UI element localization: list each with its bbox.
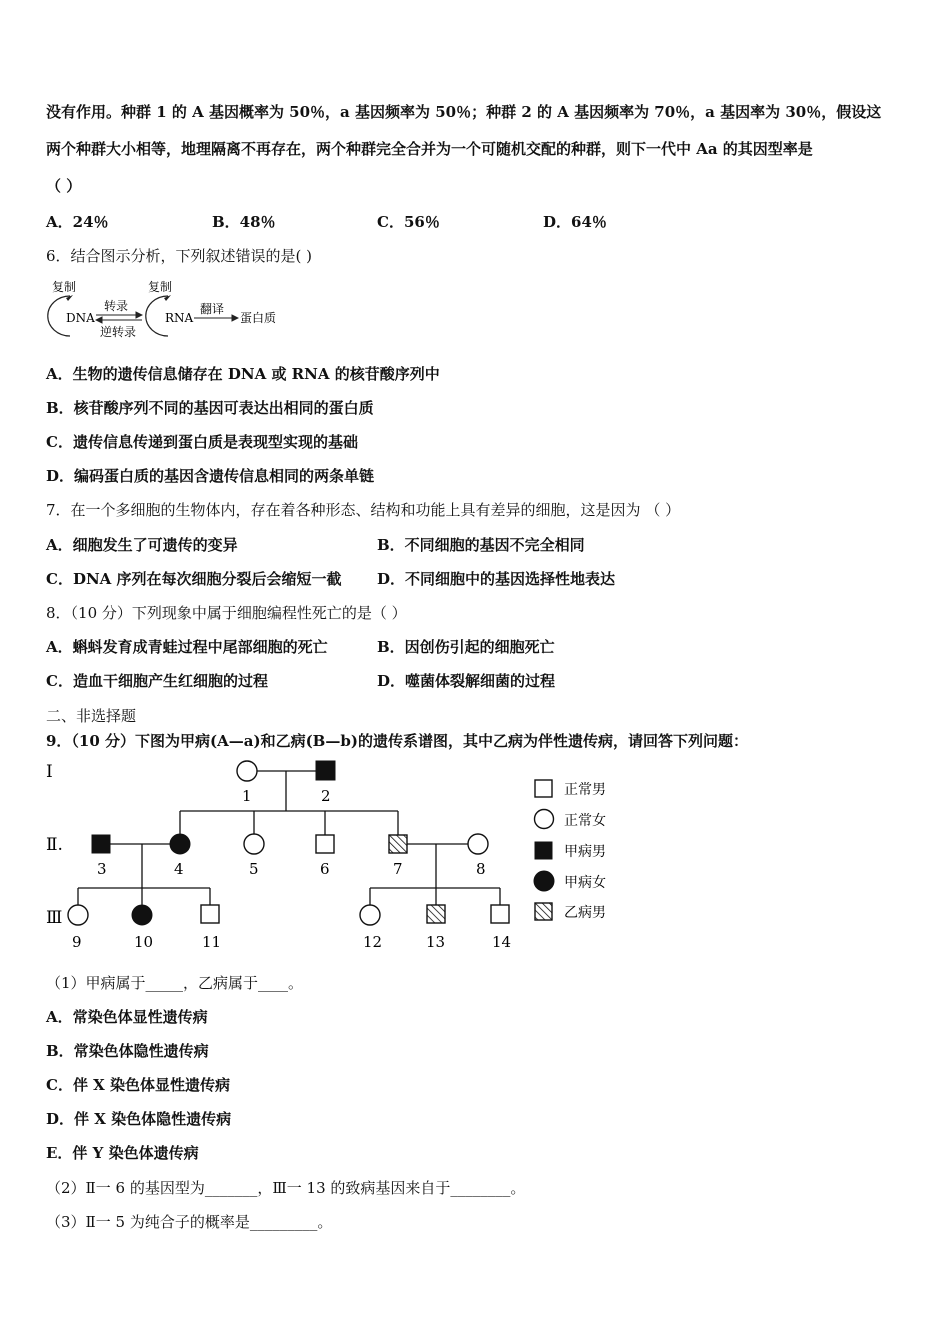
individual-7 bbox=[389, 835, 407, 853]
generation-label-1: Ⅰ bbox=[46, 762, 53, 782]
legend-label-normal-male: 正常男 bbox=[564, 782, 606, 798]
individual-2 bbox=[316, 761, 335, 780]
individual-11 bbox=[201, 905, 219, 923]
individual-8 bbox=[468, 834, 488, 854]
q9-option-a: A．常染色体显性遗传病 bbox=[46, 1008, 208, 1026]
q5-option-d: D．64％ bbox=[543, 213, 607, 231]
q9-option-c: C．伴 X 染色体显性遗传病 bbox=[46, 1076, 231, 1094]
rna-label: RNA bbox=[165, 311, 194, 325]
individual-10 bbox=[132, 905, 152, 925]
pedigree-chart bbox=[40, 755, 640, 955]
individual-number-3: 3 bbox=[97, 860, 107, 878]
q7-stem: 7．在一个多细胞的生物体内，存在着各种形态、结构和功能上具有差异的细胞，这是因为 （ ） bbox=[46, 501, 681, 519]
q9-option-e: E．伴 Y 染色体遗传病 bbox=[46, 1144, 199, 1162]
q8-option-b: B．因创伤引起的细胞死亡 bbox=[377, 638, 555, 656]
individual-number-2: 2 bbox=[321, 787, 331, 805]
q5-answer-blank: （ ） bbox=[46, 177, 82, 195]
individual-12 bbox=[360, 905, 380, 925]
q6-option-b: B．核苷酸序列不同的基因可表达出相同的蛋白质 bbox=[46, 399, 374, 417]
individual-4 bbox=[170, 834, 190, 854]
q6-option-c: C．遗传信息传递到蛋白质是表现型实现的基础 bbox=[46, 433, 358, 451]
legend-label-disease-a-female: 甲病女 bbox=[564, 875, 606, 891]
transcription-label: 转录 bbox=[104, 299, 129, 313]
individual-number-12: 12 bbox=[363, 933, 383, 951]
individual-13 bbox=[427, 905, 445, 923]
legend-symbol-disease-a-female bbox=[534, 871, 554, 891]
q8-option-d: D．噬菌体裂解细菌的过程 bbox=[377, 672, 556, 690]
individual-number-10: 10 bbox=[134, 933, 154, 951]
q9-sub-question-3: （3）Ⅱ一 5 为纯合子的概率是_________。 bbox=[46, 1213, 333, 1231]
q6-option-d: D．编码蛋白质的基因含遗传信息相同的两条单链 bbox=[46, 467, 375, 485]
q6-option-a: A．生物的遗传信息储存在 DNA 或 RNA 的核苷酸序列中 bbox=[46, 365, 440, 383]
q9-option-b: B．常染色体隐性遗传病 bbox=[46, 1042, 209, 1060]
q8-option-c: C．造血干细胞产生红细胞的过程 bbox=[46, 672, 268, 690]
legend-label-disease-b-male: 乙病男 bbox=[564, 905, 606, 921]
individual-number-6: 6 bbox=[320, 860, 330, 878]
reverse-transcription-label: 逆转录 bbox=[100, 325, 137, 339]
individual-number-1: 1 bbox=[242, 787, 252, 805]
q5-option-b: B．48％ bbox=[212, 213, 276, 231]
individual-number-5: 5 bbox=[249, 860, 259, 878]
q8-stem: 8．（10 分）下列现象中属于细胞编程性死亡的是（ ） bbox=[46, 604, 407, 622]
individual-number-4: 4 bbox=[174, 860, 184, 878]
legend-symbol-normal-male bbox=[535, 780, 552, 797]
rna-replication-label: 复制 bbox=[148, 280, 173, 294]
q7-option-b: B．不同细胞的基因不完全相同 bbox=[377, 536, 585, 554]
q7-option-a: A．细胞发生了可遗传的变异 bbox=[46, 536, 238, 554]
individual-number-13: 13 bbox=[426, 933, 446, 951]
legend-symbol-normal-female bbox=[535, 810, 554, 829]
dna-replication-label: 复制 bbox=[52, 280, 77, 294]
central-dogma-diagram bbox=[44, 276, 294, 346]
individual-number-8: 8 bbox=[476, 860, 486, 878]
legend-symbol-disease-a-male bbox=[535, 842, 552, 859]
q8-option-a: A．蝌蚪发育成青蛙过程中尾部细胞的死亡 bbox=[46, 638, 328, 656]
individual-14 bbox=[491, 905, 509, 923]
translation-label: 翻译 bbox=[200, 302, 225, 316]
q9-stem: 9．（10 分）下图为甲病(A—a)和乙病(B—b)的遗传系谱图，其中乙病为伴性遗传病，请回答下列问题： bbox=[46, 732, 748, 750]
individual-5 bbox=[244, 834, 264, 854]
generation-label-2: Ⅱ. bbox=[46, 835, 63, 855]
q7-option-d: D．不同细胞中的基因选择性地表达 bbox=[377, 570, 616, 588]
q9-option-d: D．伴 X 染色体隐性遗传病 bbox=[46, 1110, 232, 1128]
q5-option-a: A．24％ bbox=[46, 213, 109, 231]
legend-label-disease-a-male: 甲病男 bbox=[564, 844, 606, 860]
protein-label: 蛋白质 bbox=[240, 311, 277, 325]
q7-option-c: C．DNA 序列在每次细胞分裂后会缩短一截 bbox=[46, 570, 342, 588]
individual-number-11: 11 bbox=[202, 933, 222, 951]
q5-option-c: C．56％ bbox=[377, 213, 440, 231]
individual-number-7: 7 bbox=[393, 860, 403, 878]
q9-sub-question-2: （2）Ⅱ一 6 的基因型为_______，Ⅲ一 13 的致病基因来自于________。 bbox=[46, 1179, 526, 1197]
individual-6 bbox=[316, 835, 334, 853]
individual-number-9: 9 bbox=[72, 933, 82, 951]
individual-1 bbox=[237, 761, 257, 781]
q5-text-line2: 两个种群大小相等，地理隔离不再存在，两个种群完全合并为一个可随机交配的种群，则下一代中 Aa 的其因型率是 bbox=[46, 140, 813, 158]
generation-label-3: Ⅲ bbox=[46, 908, 63, 928]
individual-3 bbox=[92, 835, 110, 853]
section-heading: 二、非选择题 bbox=[46, 707, 137, 725]
q6-stem: 6．结合图示分析，下列叙述错误的是( ) bbox=[46, 247, 313, 265]
q5-text-line1: 没有作用。种群 1 的 A 基因概率为 50％，a 基因频率为 50％；种群 2 的 A 基因频率为 70％，a 基因率为 30％，假设这 bbox=[46, 103, 882, 121]
individual-9 bbox=[68, 905, 88, 925]
legend-symbol-disease-b-male bbox=[535, 903, 552, 920]
dna-label: DNA bbox=[66, 311, 95, 325]
individual-number-14: 14 bbox=[492, 933, 512, 951]
legend-label-normal-female: 正常女 bbox=[564, 813, 606, 829]
q9-sub-question-1: （1）甲病属于_____，乙病属于____。 bbox=[46, 974, 304, 992]
